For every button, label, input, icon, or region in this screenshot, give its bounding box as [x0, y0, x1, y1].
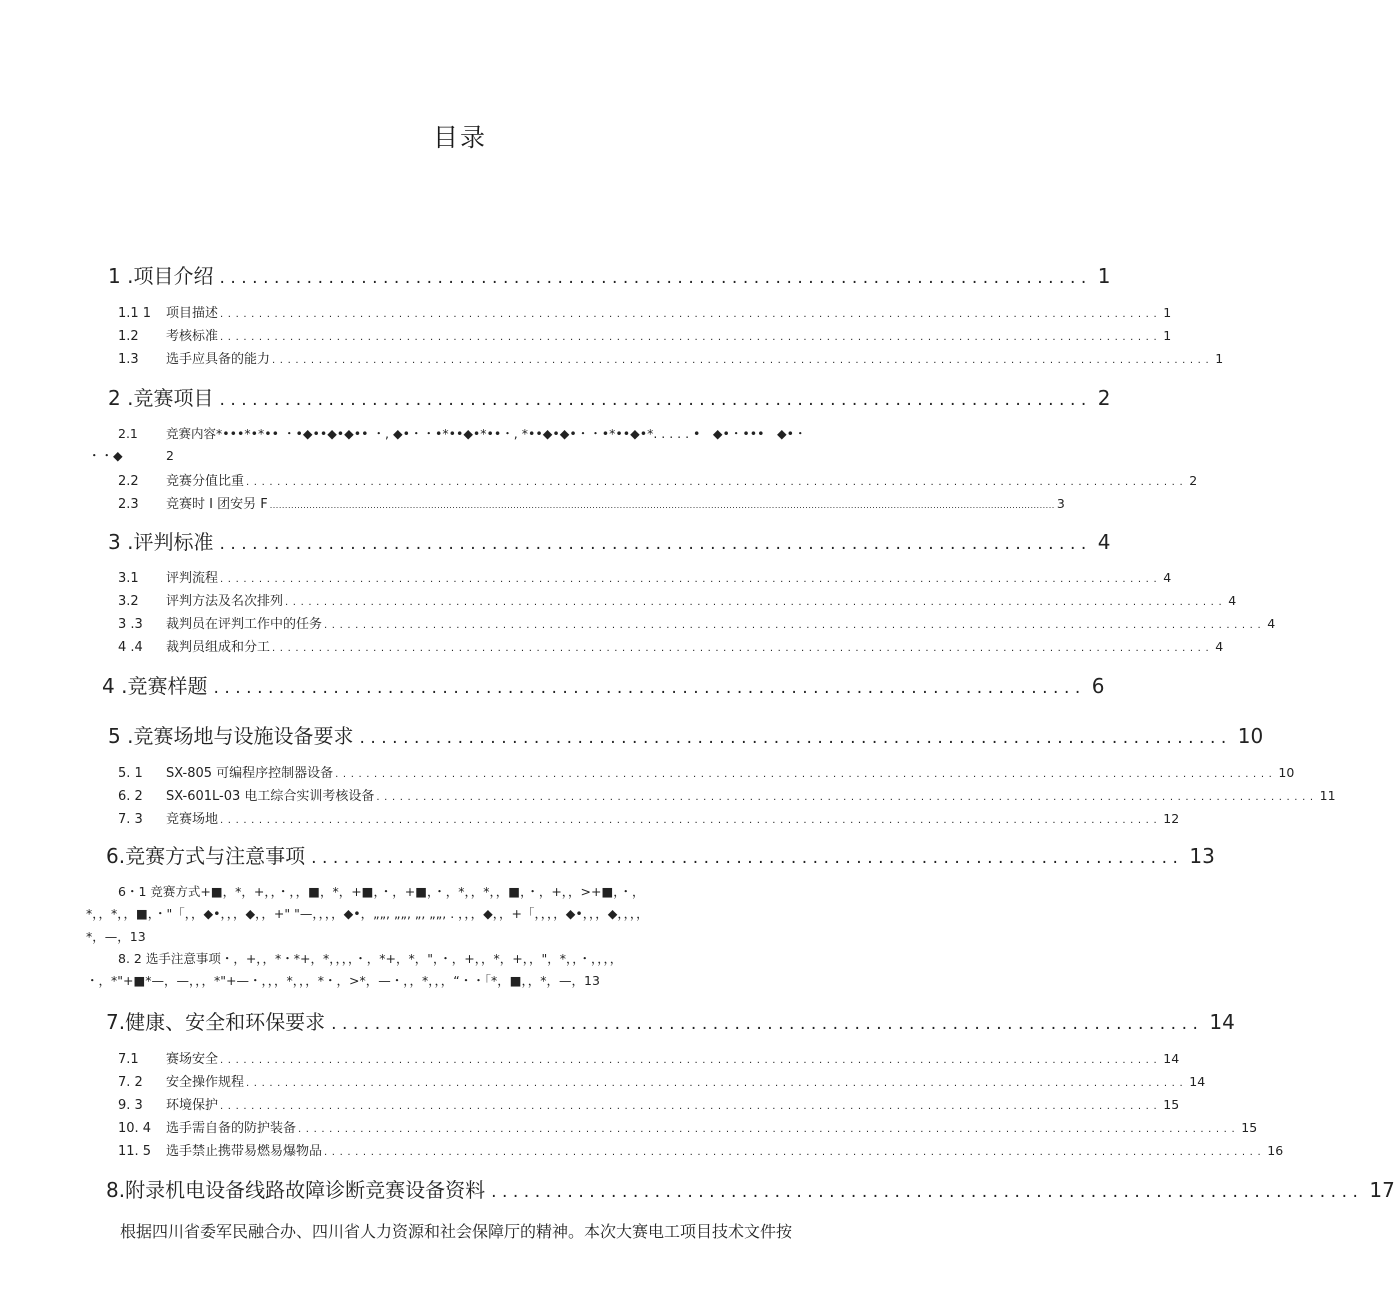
toc-entry-7-3[interactable] [118, 1094, 1180, 1113]
toc-entry-2-1[interactable] [118, 424, 807, 442]
toc-entry-number: 2.3 [118, 497, 139, 512]
leader-dots: ......................................................................................................................... [220, 1055, 1162, 1066]
toc-entry-section-5[interactable] [108, 720, 1264, 749]
toc-entry-section-8[interactable] [106, 1174, 1395, 1203]
toc-entry-7-4[interactable] [118, 1117, 1258, 1136]
body-paragraph-start: 根据四川省委军民融合办、四川省人力资源和社会保障厅的精神。本次大赛电工项目技术文件按 [120, 1222, 793, 1241]
toc-entry-number: 3.1 [118, 571, 139, 586]
leader-dots: ......................................................................................................................... [298, 1124, 1240, 1135]
toc-entry-section-4[interactable] [102, 670, 1105, 699]
leader-dots: ................................................................................ [331, 1014, 1204, 1034]
toc-page-number: 10 [1278, 765, 1295, 780]
toc-entry-label: 竞赛分值比重 [166, 474, 245, 489]
toc-entry-section-1[interactable] [108, 260, 1111, 289]
toc-entry-label: 环境保护 [166, 1098, 219, 1113]
toc-entry-label: 4 .竞赛样题 [102, 674, 208, 698]
toc-entry-label: 裁判员组成和分工 [166, 640, 271, 655]
toc-page-number: 1 [1163, 305, 1172, 320]
leader-dots: ......................................................................................................................... [376, 792, 1318, 803]
toc-page-number: 2 [1189, 473, 1198, 488]
toc-entry-section-6[interactable] [106, 840, 1215, 869]
toc-page-number: 2 [166, 448, 174, 463]
leader-dots: ......................................................................................................................... [246, 477, 1188, 488]
toc-entry-label: 6.竞赛方式与注意事项 [106, 844, 306, 868]
toc-entry-number: 1.2 [118, 329, 139, 344]
toc-page-number: 14 [1189, 1074, 1206, 1089]
toc-entry-2-2[interactable] [118, 470, 1198, 489]
toc-entry-number: 7. 3 [118, 812, 143, 827]
toc-entry-label: 项目描述 [166, 306, 219, 321]
toc-entry-number: 7.1 [118, 1052, 139, 1067]
toc-entry-2-3[interactable] [118, 493, 1065, 512]
leader-dots: ................................................................................ [219, 268, 1092, 288]
toc-entry-label: 评判流程 [166, 571, 219, 586]
toc-entry-3-4[interactable] [118, 636, 1224, 655]
toc-entry-label: 评判方法及名次排列 [166, 594, 284, 609]
toc-entry-label: 竞赛时 I 团安另 F [166, 497, 268, 512]
toc-entry-label: 7.健康、安全和环保要求 [106, 1010, 326, 1034]
toc-page-number: 1 [1163, 328, 1172, 343]
toc-entry-label: 3 .评判标准 [108, 530, 214, 554]
leader-dots: ......................................................................................................................... [220, 332, 1162, 343]
toc-entry-label: 5 .竞赛场地与设施设备要求 [108, 724, 354, 748]
toc-page-number: 14 [1163, 1051, 1180, 1066]
toc-page-number: 15 [1163, 1097, 1180, 1112]
toc-entry-number: 4 .4 [118, 640, 143, 655]
toc-page-number: 14 [1209, 1010, 1235, 1034]
toc-entry-6-2-line-2: ・，*"+■*—，—，，，*"+—・，，，*，，，*・，>*，—・，，*，，，“・・「*，■，，*，—，13 [86, 973, 600, 988]
toc-entry-number: 11. 5 [118, 1144, 152, 1159]
leader-dots: ................................................................................ [219, 534, 1092, 554]
toc-entry-7-2[interactable] [118, 1071, 1206, 1090]
toc-entry-7-1[interactable] [118, 1048, 1180, 1067]
toc-page-number: 17 [1369, 1178, 1395, 1202]
toc-entry-label: 8.附录机电设备线路故障诊断竞赛设备资料 [106, 1178, 486, 1202]
toc-entry-label: 选手需自备的防护装备 [166, 1121, 297, 1136]
toc-entry-7-5[interactable] [118, 1140, 1284, 1159]
toc-entry-label: 考核标准 [166, 329, 219, 344]
toc-page-number: 4 [1163, 570, 1172, 585]
toc-entry-3-2[interactable] [118, 590, 1237, 609]
leader-dots: ......................................................................................................................... [220, 574, 1162, 585]
toc-entry-5-1[interactable] [118, 762, 1295, 781]
toc-page-number: 13 [1189, 844, 1215, 868]
toc-entry-6-1-line-2: *，，*，，■，・"「，，◆•，，，◆，，+" "—，，，，◆•，„„, „„, „, „„, . ，，，◆，，+「，，，，◆•，，，◆，，，， [86, 906, 649, 921]
toc-page-number: 16 [1267, 1143, 1284, 1158]
toc-entry-label: 2 .竞赛项目 [108, 386, 214, 410]
toc-entry-1-2[interactable] [118, 325, 1172, 344]
toc-page-number: 15 [1241, 1120, 1258, 1135]
toc-entry-3-1[interactable] [118, 567, 1172, 586]
toc-entry-number: 9. 3 [118, 1098, 143, 1113]
toc-entry-number: 7. 2 [118, 1075, 143, 1090]
toc-page-number: 11 [1319, 788, 1336, 803]
toc-entry-label: 选手禁止携带易燃易爆物品 [166, 1144, 323, 1159]
toc-entry-label: SX-601L-03 电工综合实训考核设备 [166, 789, 375, 804]
toc-page-number: 3 [1056, 496, 1065, 511]
toc-entry-label: 选手应具备的能力 [166, 352, 271, 367]
toc-entry-label: 裁判员在评判工作中的任务 [166, 617, 323, 632]
leader-dots: ................................................................................ [491, 1182, 1364, 1202]
toc-entry-5-3[interactable] [118, 808, 1180, 827]
page-title: 目录 [432, 123, 487, 152]
toc-page-number: 12 [1163, 811, 1180, 826]
toc-page-number: 10 [1237, 724, 1264, 748]
toc-entry-number: 3 .3 [118, 617, 143, 632]
toc-entry-label: 竞赛内容*•••*•*•• ・•◆••◆•◆•• ・, ◆•・・•*••◆•*••・, *••◆•◆•・・•*••◆•*. . . . . • ◆•・••• ◆•・ [166, 426, 807, 441]
toc-entry-number: 2.2 [118, 474, 139, 489]
toc-entry-section-3[interactable] [108, 526, 1111, 555]
toc-entry-number: 10. 4 [118, 1121, 152, 1136]
toc-entry-label: 安全操作规程 [166, 1075, 245, 1090]
leader-dots: ......................................................................................................................... [335, 769, 1277, 780]
leader-dots: ......................................................................................................................... [324, 1147, 1266, 1158]
leader-dots: ......................................................................................................................... [272, 643, 1214, 654]
toc-page-number: 4 [1215, 639, 1224, 654]
toc-entry-section-7[interactable] [106, 1006, 1235, 1035]
toc-entry-6-1-line-1[interactable]: 6・1 竞赛方式+■，*，+，，・，，■，*，+■，・，+■，・，*，，*，，■，・，+，，>+■，・， [118, 884, 645, 899]
toc-entry-5-2[interactable] [118, 785, 1336, 804]
toc-entry-2-1-continuation [88, 446, 174, 464]
toc-page-number: 2 [1097, 386, 1111, 410]
toc-page-number: 4 [1267, 616, 1276, 631]
toc-entry-fragment: ・・◆ [88, 448, 123, 463]
toc-entry-number: 6. 2 [118, 789, 143, 804]
toc-entry-3-3[interactable] [118, 613, 1276, 632]
toc-page-number: 1 [1215, 351, 1224, 366]
toc-entry-6-2-line-1[interactable]: 8. 2 选手注意事项・，+，，*・*+，*，，，，・，*+，*，"，・，+，，*，+，，"，*，，・，，，， [118, 951, 623, 966]
toc-entry-number: 1.3 [118, 352, 139, 367]
leader-dots: ......................................................................................................................... [220, 815, 1162, 826]
leader-dots: ......................................................................................................................... [220, 1101, 1162, 1112]
toc-entry-label: SX-805 可编程序控制器设备 [166, 766, 334, 781]
toc-entry-number: 2.1 [118, 426, 138, 441]
leader-dots: ......................................................................................................................... [324, 620, 1266, 631]
toc-entry-section-2[interactable] [108, 382, 1111, 411]
toc-page-number: 4 [1097, 530, 1111, 554]
leader-dots: ......................................................................................................................... [246, 1078, 1188, 1089]
toc-entry-label: 竞赛场地 [166, 812, 219, 827]
toc-entry-1-1[interactable] [118, 302, 1172, 321]
leader-dots: ................................................................................ [311, 848, 1184, 868]
leader-dots: .................................................................................................................................................................................................................................................................. [269, 501, 1055, 510]
leader-dots: ................................................................................ [219, 390, 1092, 410]
leader-dots: ......................................................................................................................... [285, 597, 1227, 608]
toc-entry-number: 5. 1 [118, 766, 143, 781]
toc-page-number: 1 [1097, 264, 1111, 288]
toc-entry-label: 1 .项目介绍 [108, 264, 214, 288]
toc-entry-number: 1.1 1 [118, 306, 152, 321]
leader-dots: ................................................................................ [213, 678, 1086, 698]
leader-dots: ......................................................................................................................... [220, 309, 1162, 320]
toc-page-number: 6 [1091, 674, 1105, 698]
toc-entry-1-3[interactable] [118, 348, 1224, 367]
toc-entry-label: 赛场安全 [166, 1052, 219, 1067]
toc-page-number: 4 [1228, 593, 1237, 608]
leader-dots: ......................................................................................................................... [272, 355, 1214, 366]
toc-entry-number: 3.2 [118, 594, 139, 609]
leader-dots: ................................................................................ [359, 728, 1232, 748]
toc-entry-6-1-line-3: *，—，13 [86, 929, 146, 944]
